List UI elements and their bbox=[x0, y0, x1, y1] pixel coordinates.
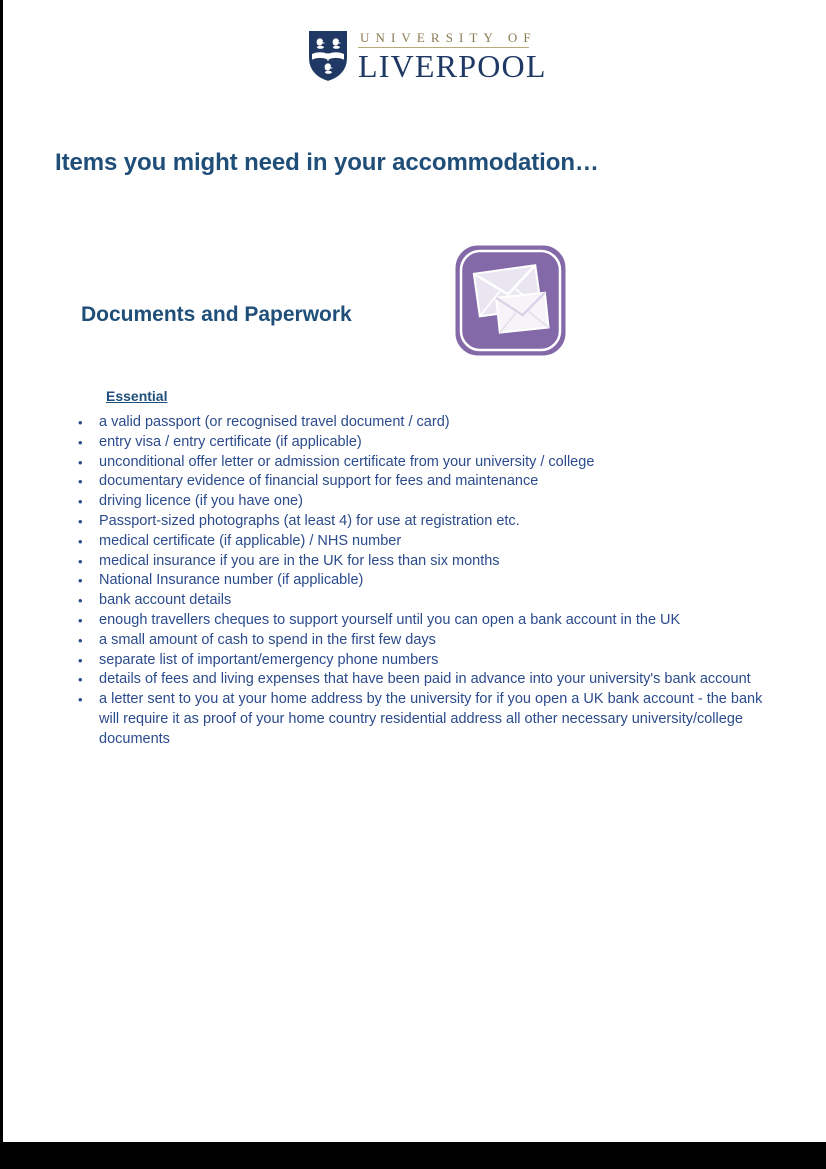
page-title: Items you might need in your accommodation… bbox=[55, 149, 599, 177]
list-item: • enough travellers cheques to support yourself until you can open a bank account in the UK bbox=[78, 611, 778, 631]
list-item: • medical certificate (if applicable) / NHS number bbox=[78, 532, 778, 552]
wordmark-line-liverpool: LIVERPOOL bbox=[358, 48, 547, 84]
university-crest-shield-icon bbox=[306, 28, 350, 84]
wordmark-line-university: UNIVERSITY OF bbox=[360, 30, 537, 45]
list-item: • medical insurance if you are in the UK for less than six months bbox=[78, 552, 778, 572]
section-heading: Documents and Paperwork bbox=[81, 303, 352, 327]
university-logo bbox=[306, 28, 547, 86]
list-item: • a small amount of cash to spend in the first few days bbox=[78, 631, 778, 651]
envelopes-icon bbox=[452, 242, 569, 359]
list-item: • National Insurance number (if applicable) bbox=[78, 571, 778, 591]
list-item: • unconditional offer letter or admission certificate from your university / college bbox=[78, 453, 778, 473]
document-page bbox=[3, 0, 826, 1142]
list-item: • documentary evidence of financial support for fees and maintenance bbox=[78, 472, 778, 492]
essential-subheading: Essential bbox=[106, 388, 168, 404]
list-item: • bank account details bbox=[78, 591, 778, 611]
list-item: • a letter sent to you at your home address by the university for if you open a UK bank account - the bank will require it as proof of your home country residential address all other necessary university/college documents bbox=[78, 690, 778, 749]
list-item: • separate list of important/emergency phone numbers bbox=[78, 651, 778, 671]
list-item: • a valid passport (or recognised travel document / card) bbox=[78, 413, 778, 433]
essential-items-list bbox=[78, 413, 778, 750]
list-item: • Passport-sized photographs (at least 4) for use at registration etc. bbox=[78, 512, 778, 532]
university-wordmark bbox=[358, 30, 547, 84]
page-edge-bottom-band bbox=[0, 1142, 826, 1169]
list-item: • entry visa / entry certificate (if applicable) bbox=[78, 433, 778, 453]
list-item: • details of fees and living expenses that have been paid in advance into your university's bank account bbox=[78, 670, 778, 690]
list-item: • driving licence (if you have one) bbox=[78, 492, 778, 512]
